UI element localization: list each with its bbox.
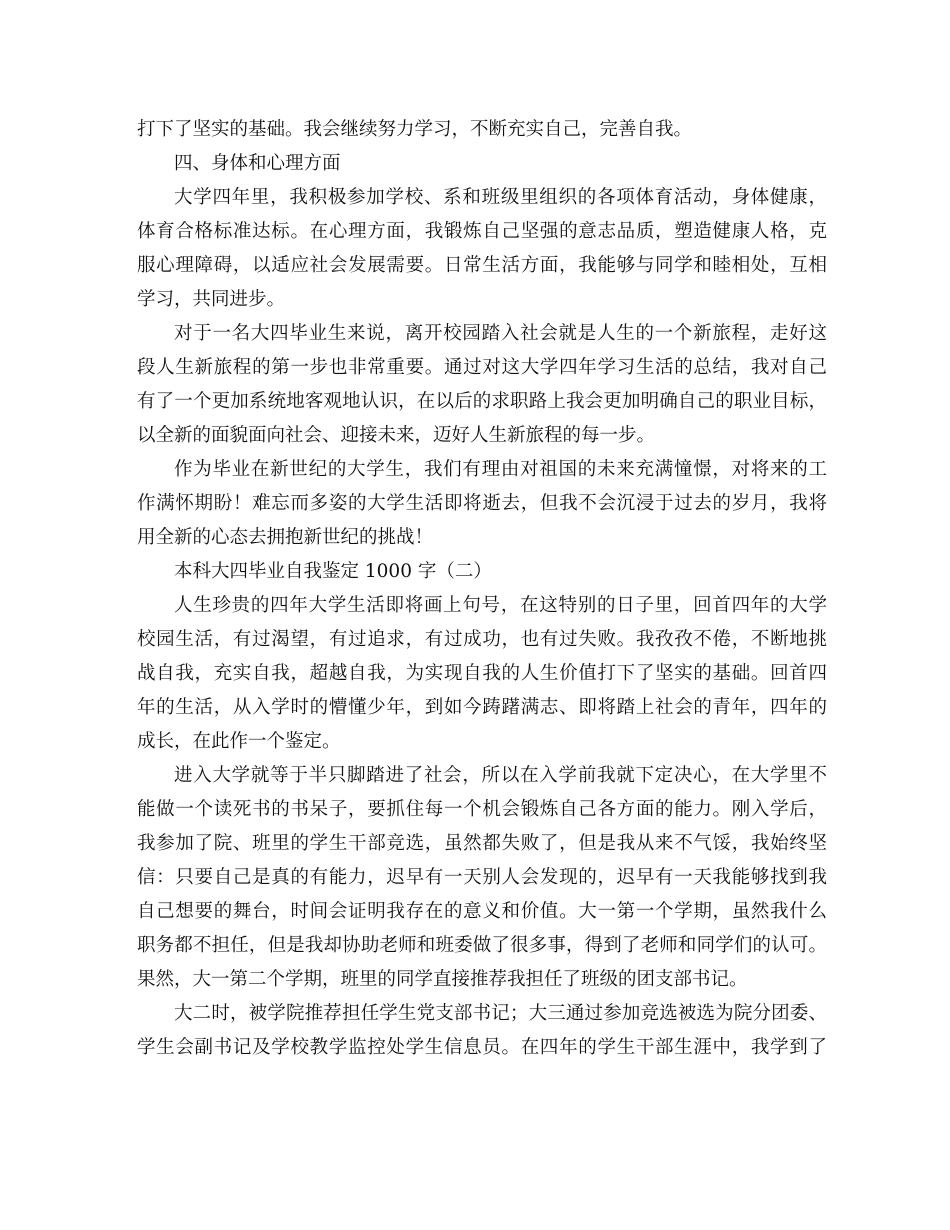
- text-line: 大学四年里，我积极参加学校、系和班级里组织的各项体育活动，身体健康，: [174, 187, 827, 208]
- text-line: 果然，大一第二个学期，班里的同学直接推荐我担任了班级的团支部书记。: [137, 969, 748, 990]
- text-line: 大二时，被学院推荐担任学生党支部书记；大三通过参加竞选被选为院分团委、: [174, 1003, 827, 1024]
- text-line: 服心理障碍，以适应社会发展需要。日常生活方面，我能够与同学和睦相处，互相: [137, 255, 827, 276]
- text-line: 职务都不担任，但是我却协助老师和班委做了很多事，得到了老师和同学们的认可。: [137, 935, 827, 956]
- text-line: 打下了坚实的基础。我会继续努力学习，不断充实自己，完善自我。: [137, 119, 693, 140]
- text-line: 对于一名大四毕业生来说，离开校园踏入社会就是人生的一个新旅程，走好这: [174, 323, 827, 344]
- text-line: 成长，在此作一个鉴定。: [137, 731, 341, 752]
- text-line: 学生会副书记及学校教学监控处学生信息员。在四年的学生干部生涯中，我学到了: [137, 1037, 827, 1058]
- text-line: 以全新的面貌面向社会、迎接未来，迈好人生新旅程的每一步。: [137, 425, 656, 446]
- section-heading: 本科大四毕业自我鉴定 1000 字（二）: [174, 561, 492, 582]
- text-line: 作为毕业在新世纪的大学生，我们有理由对祖国的未来充满憧憬，对将来的工: [174, 459, 827, 480]
- text-line: 学习，共同进步。: [137, 289, 286, 310]
- text-line: 自己想要的舞台，时间会证明我存在的意义和价值。大一第一个学期，虽然我什么: [137, 901, 827, 922]
- text-line: 段人生新旅程的第一步也非常重要。通过对这大学四年学习生活的总结，我对自己: [137, 357, 827, 378]
- text-line: 战自我，充实自我，超越自我，为实现自我的人生价值打下了坚实的基础。回首四: [137, 663, 827, 684]
- text-line: 作满怀期盼！难忘而多姿的大学生活即将逝去，但我不会沉浸于过去的岁月，我将: [137, 493, 827, 514]
- text-line: 我参加了院、班里的学生干部竞选，虽然都失败了，但是我从来不气馁，我始终坚: [137, 833, 827, 854]
- text-line: 校园生活，有过渴望，有过追求，有过成功，也有过失败。我孜孜不倦，不断地挑: [137, 629, 827, 650]
- text-line: 有了一个更加系统地客观地认识，在以后的求职路上我会更加明确自己的职业目标，: [137, 391, 827, 412]
- text-line: 用全新的心态去拥抱新世纪的挑战！: [137, 527, 434, 548]
- text-line: 进入大学就等于半只脚踏进了社会，所以在入学前我就下定决心，在大学里不: [174, 765, 827, 786]
- text-line: 人生珍贵的四年大学生活即将画上句号，在这特别的日子里，回首四年的大学: [174, 595, 827, 616]
- text-line: 体育合格标准达标。在心理方面，我锻炼自己坚强的意志品质，塑造健康人格，克: [137, 221, 827, 242]
- text-line: 信：只要自己是真的有能力，迟早有一天别人会发现的，迟早有一天我能够找到我: [137, 867, 827, 888]
- text-line: 能做一个读死书的书呆子，要抓住每一个机会锻炼自己各方面的能力。刚入学后，: [137, 799, 827, 820]
- section-heading: 四、身体和心理方面: [174, 153, 341, 174]
- text-line: 年的生活，从入学时的懵懂少年，到如今踌躇满志、即将踏上社会的青年，四年的: [137, 697, 827, 718]
